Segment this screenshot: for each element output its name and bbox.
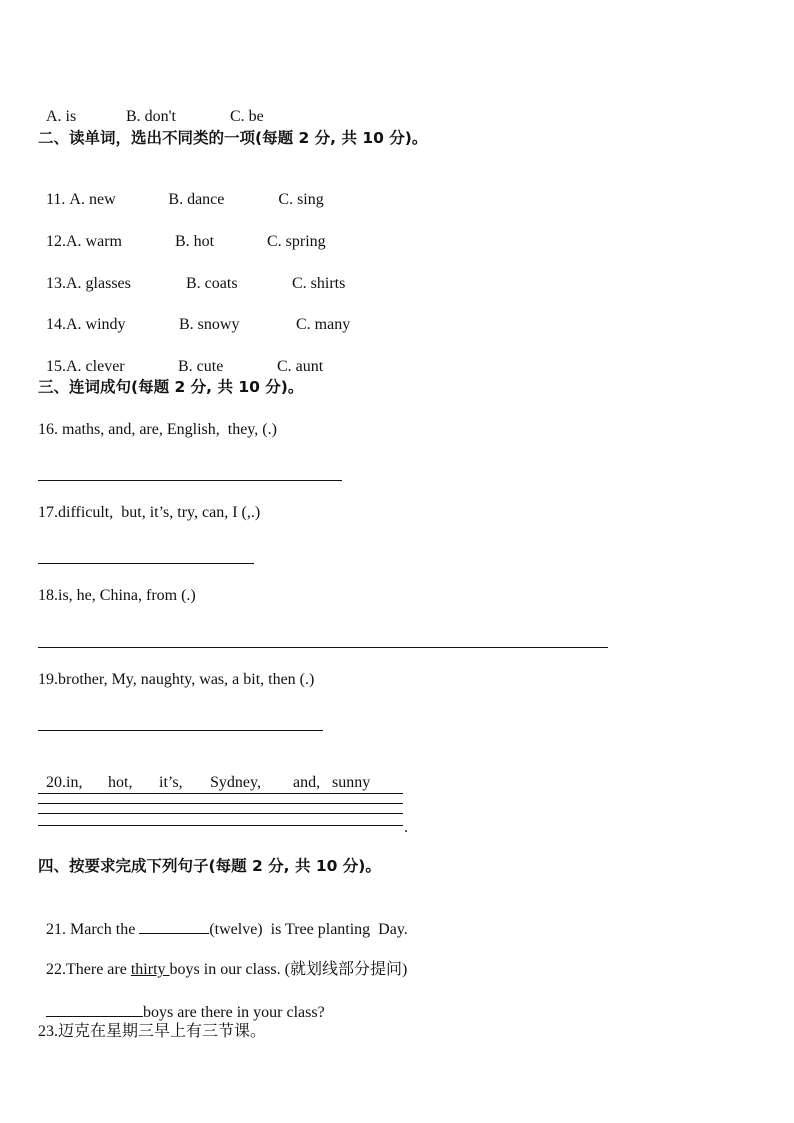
q15-option-b: B. cute	[178, 358, 224, 375]
q12-number: 12.	[46, 233, 66, 250]
q10-option-b: B. don't	[126, 108, 176, 125]
q11-number: 11.	[46, 191, 70, 208]
question-20	[38, 753, 370, 793]
q22-underlined-word: thirty	[130, 961, 170, 978]
q21-blank[interactable]	[139, 918, 209, 934]
question-22	[38, 940, 407, 980]
section-2-title: 二、读单词，选出不同类的一项(每题 2 分, 共 10 分)。	[38, 129, 428, 147]
q12-option-a: A. warm	[66, 233, 122, 250]
q20-answer-line-3[interactable]	[38, 813, 403, 814]
question-21	[38, 898, 408, 940]
q21-text-before: 21. March the	[46, 921, 140, 938]
q14-option-b: B. snowy	[179, 316, 240, 333]
q18-answer-line[interactable]	[38, 647, 608, 648]
q11-option-c: C. sing	[278, 191, 324, 208]
q22-blank[interactable]	[46, 1001, 143, 1017]
q20-number: 20.	[46, 774, 66, 791]
q12-option-c: C. spring	[267, 233, 326, 250]
q22-number: 22.	[46, 961, 66, 978]
q15-option-c: C. aunt	[277, 358, 324, 375]
q12-option-b: B. hot	[175, 233, 215, 250]
q14-number: 14.	[46, 316, 66, 333]
q20-period: .	[404, 819, 408, 836]
q17-answer-line[interactable]	[38, 563, 254, 564]
question-16: 16. maths, and, are, English, they, (.)	[38, 421, 277, 438]
q13-option-c: C. shirts	[292, 275, 346, 292]
q20-word-2: hot,	[108, 774, 133, 791]
q20-word-5: and,	[293, 774, 321, 791]
q14-option-a: A. windy	[66, 316, 126, 333]
q22-answer-text: boys are there in your class?	[143, 1004, 325, 1021]
question-13	[38, 254, 345, 294]
q22-text-post: boys in our class. (就划线部分提问)	[169, 961, 408, 978]
q10-options	[38, 87, 264, 127]
q22-text-pre: There are	[66, 961, 131, 978]
question-15	[38, 337, 323, 377]
q15-number: 15.	[46, 358, 66, 375]
q21-text-after: (twelve) is Tree planting Day.	[209, 921, 408, 938]
q11-option-b: B. dance	[168, 191, 225, 208]
section-4-title: 四、按要求完成下列句子(每题 2 分, 共 10 分)。	[38, 857, 381, 875]
q20-answer-line-4[interactable]	[38, 825, 403, 826]
q20-word-6: sunny	[332, 774, 371, 791]
q20-word-3: it’s,	[159, 774, 183, 791]
q13-option-a: A. glasses	[66, 275, 131, 292]
question-18: 18.is, he, China, from (.)	[38, 587, 196, 604]
question-11	[38, 170, 324, 210]
question-17: 17.difficult, but, it’s, try, can, I (,.)	[38, 504, 261, 521]
q15-option-a: A. clever	[66, 358, 125, 375]
q14-option-c: C. many	[296, 316, 351, 333]
question-23: 23.迈克在星期三早上有三节课。	[38, 1023, 267, 1040]
q22-answer	[38, 981, 325, 1023]
q13-number: 13.	[46, 275, 66, 292]
q13-option-b: B. coats	[186, 275, 238, 292]
q10-option-c: C. be	[230, 108, 264, 125]
q10-option-a: A. is	[46, 108, 77, 125]
q20-word-4: Sydney,	[210, 774, 261, 791]
section-3-title: 三、连词成句(每题 2 分, 共 10 分)。	[38, 378, 304, 396]
q16-answer-line[interactable]	[38, 480, 342, 481]
q20-answer-line-2[interactable]	[38, 803, 403, 804]
q20-word-1: in,	[66, 774, 83, 791]
q11-option-a: A. new	[69, 191, 116, 208]
q19-answer-line[interactable]	[38, 730, 323, 731]
q20-answer-line-1[interactable]	[38, 793, 403, 794]
question-12	[38, 212, 326, 252]
question-14	[38, 295, 350, 335]
question-19: 19.brother, My, naughty, was, a bit, then (.)	[38, 671, 315, 688]
